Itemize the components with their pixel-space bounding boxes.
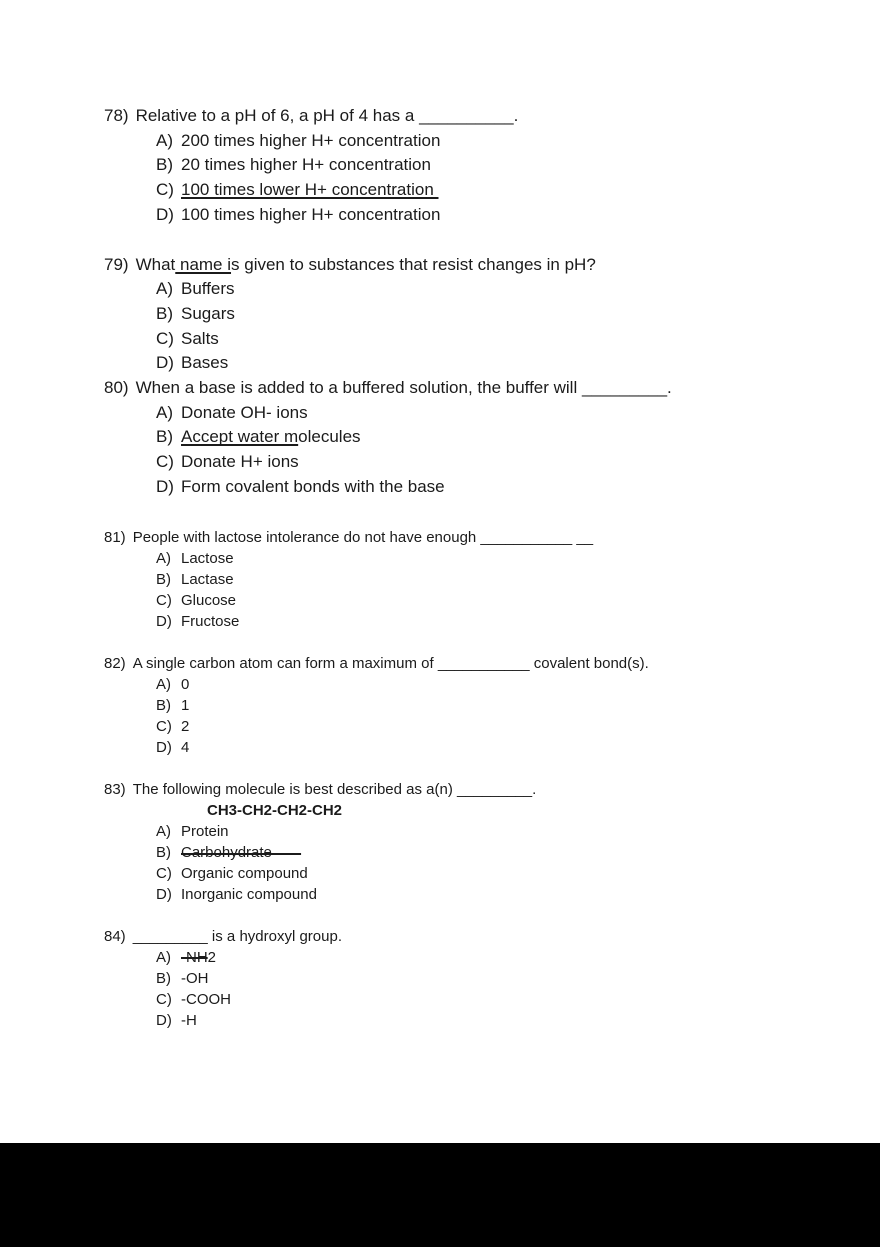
option-letter: B) [156, 427, 173, 447]
question-83 [0, 779, 880, 905]
option-letter: C) [156, 180, 174, 200]
question-text: Relative to a pH of 6, a pH of 4 has a __________. [135, 106, 519, 125]
option-text: Donate OH- ions [181, 402, 308, 422]
option-row [0, 203, 880, 228]
option-letter: D) [156, 1011, 172, 1029]
question-number: 78) [104, 106, 129, 125]
option-letter: A) [156, 948, 171, 966]
option-row [0, 695, 880, 716]
question-text: What name is given to substances that resist changes in pH? [135, 254, 596, 274]
option-letter: A) [156, 130, 173, 150]
option-letter: A) [156, 549, 171, 567]
question-81 [0, 527, 880, 632]
option-text: 0 [181, 675, 190, 693]
option-row [0, 968, 880, 989]
option-row [0, 989, 880, 1010]
option-letter: C) [156, 591, 172, 609]
question-80 [0, 376, 880, 500]
option-row [0, 129, 880, 154]
question-stem [0, 104, 880, 129]
question-number: 80) [104, 378, 129, 398]
question-number: 83) [104, 780, 126, 798]
option-row [0, 863, 880, 884]
option-text: Organic compound [181, 864, 308, 882]
option-row [0, 842, 880, 863]
question-stem [0, 926, 880, 947]
option-letter: D) [156, 353, 174, 373]
option-row [0, 351, 880, 376]
question-stem [0, 527, 880, 548]
option-letter: C) [156, 328, 174, 348]
option-letter: B) [156, 843, 171, 861]
option-text: -COOH [181, 990, 231, 1008]
option-text: Sugars [181, 303, 235, 323]
option-text: -OH [181, 969, 209, 987]
option-letter: D) [156, 476, 174, 496]
option-row [0, 590, 880, 611]
option-text: 100 times lower H+ concentration [181, 180, 439, 200]
option-row [0, 1010, 880, 1031]
option-row [0, 737, 880, 758]
option-row [0, 153, 880, 178]
option-row [0, 884, 880, 905]
option-row [0, 401, 880, 426]
option-row [0, 611, 880, 632]
option-letter: C) [156, 452, 174, 472]
question-stem [0, 376, 880, 401]
option-text: Donate H+ ions [181, 452, 299, 472]
option-text: 200 times higher H+ concentration [181, 130, 441, 150]
option-row [0, 716, 880, 737]
option-row [0, 475, 880, 500]
option-text: Glucose [181, 591, 237, 609]
option-row [0, 548, 880, 569]
option-letter: D) [156, 885, 172, 903]
option-letter: B) [156, 696, 171, 714]
option-text: Carbohydrate [181, 843, 302, 861]
option-text: 100 times higher H+ concentration [181, 204, 441, 224]
question-stem [0, 253, 880, 278]
question-number: 84) [104, 927, 126, 945]
questions-list [0, 104, 880, 1031]
option-text: Fructose [181, 612, 240, 630]
option-row [0, 450, 880, 475]
option-text: Buffers [181, 279, 235, 299]
molecule-formula: CH3-CH2-CH2-CH2 [207, 801, 343, 819]
option-row [0, 302, 880, 327]
option-text: -H [181, 1011, 197, 1029]
question-number: 79) [104, 254, 129, 274]
option-letter: B) [156, 570, 171, 588]
option-letter: A) [156, 675, 171, 693]
option-letter: B) [156, 303, 173, 323]
option-row [0, 821, 880, 842]
option-text: Bases [181, 353, 229, 373]
option-text: 4 [181, 738, 190, 756]
bottom-black-bar [0, 1143, 880, 1247]
option-row [0, 277, 880, 302]
question-text: A single carbon atom can form a maximum of ___________ covalent bond(s). [132, 654, 649, 672]
option-row [0, 569, 880, 590]
question-84 [0, 926, 880, 1031]
option-text: 20 times higher H+ concentration [181, 155, 431, 175]
option-letter: C) [156, 717, 172, 735]
option-letter: A) [156, 822, 171, 840]
option-text: Accept water molecules [181, 427, 361, 447]
option-letter: A) [156, 279, 173, 299]
option-letter: C) [156, 864, 172, 882]
option-letter: B) [156, 969, 171, 987]
option-text: Inorganic compound [181, 885, 317, 903]
option-letter: D) [156, 204, 174, 224]
question-79 [0, 253, 880, 377]
option-row [0, 674, 880, 695]
option-row [0, 327, 880, 352]
option-row [0, 178, 880, 203]
question-text: _________ is a hydroxyl group. [132, 927, 342, 945]
question-text: The following molecule is best described as a(n) _________. [132, 780, 537, 798]
option-text: 2 [181, 717, 190, 735]
option-text: Salts [181, 328, 219, 348]
option-letter: D) [156, 738, 172, 756]
option-letter: B) [156, 155, 173, 175]
option-text: 1 [181, 696, 190, 714]
question-number: 81) [104, 528, 126, 546]
question-stem [0, 779, 880, 800]
option-text: Lactase [181, 570, 234, 588]
question-text: When a base is added to a buffered solution, the buffer will _________. [135, 378, 672, 398]
option-row [0, 947, 880, 968]
question-stem [0, 653, 880, 674]
option-text: -NH2 [181, 948, 217, 966]
question-text: People with lactose intolerance do not have enough ___________ __ [132, 528, 594, 546]
option-text: Form covalent bonds with the base [181, 476, 445, 496]
option-letter: A) [156, 402, 173, 422]
question-78 [0, 104, 880, 228]
option-letter: D) [156, 612, 172, 630]
question-82 [0, 653, 880, 758]
option-text: Lactose [181, 549, 234, 567]
option-letter: C) [156, 990, 172, 1008]
question-number: 82) [104, 654, 126, 672]
option-row [0, 425, 880, 450]
option-text: Protein [181, 822, 229, 840]
